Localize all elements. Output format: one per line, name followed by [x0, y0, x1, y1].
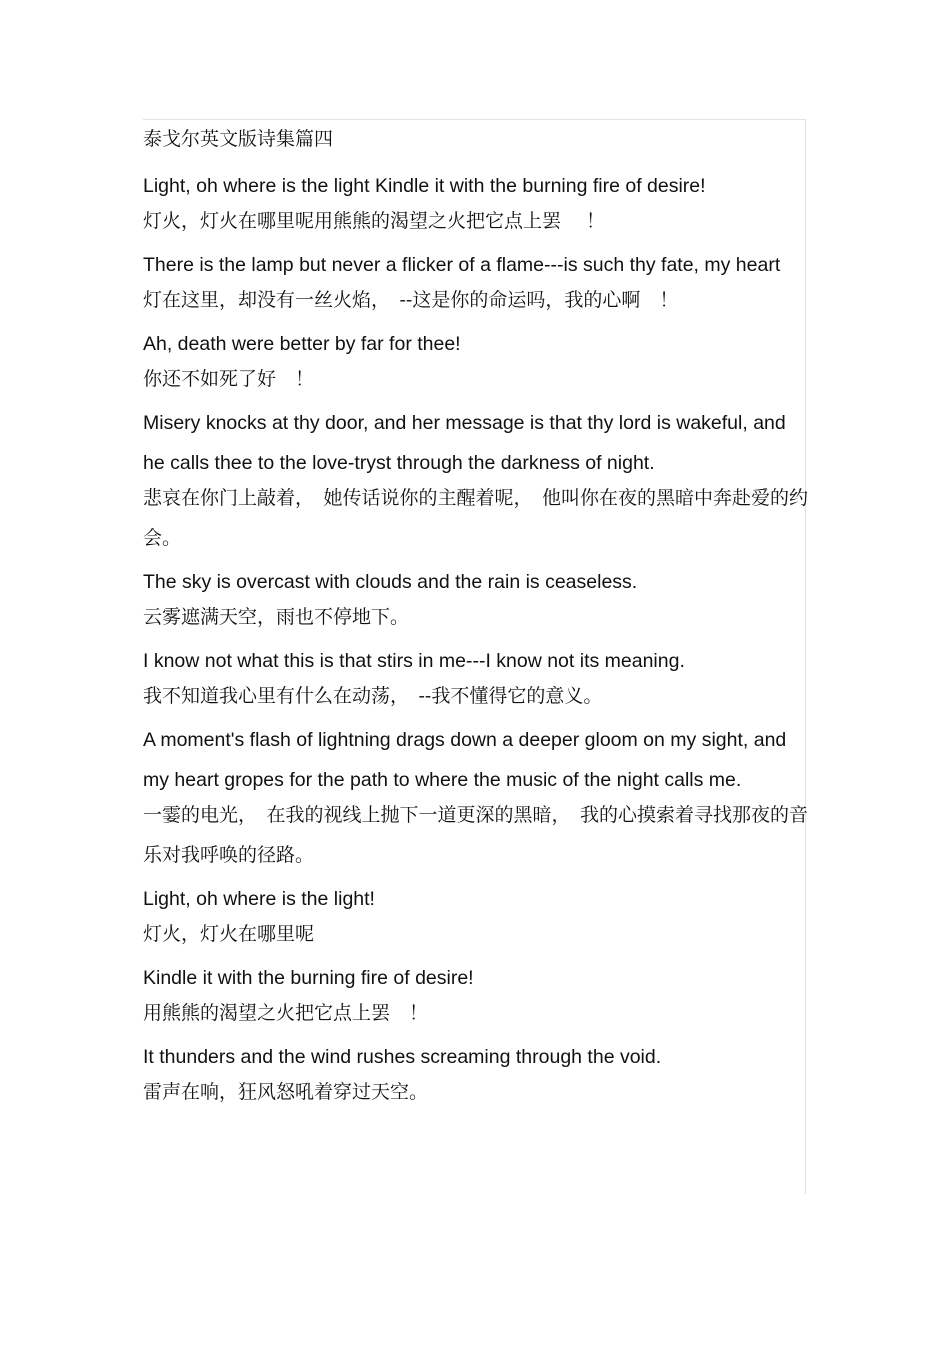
- verse-pair: [143, 403, 811, 558]
- verse-english: Light, oh where is the light!: [143, 888, 375, 910]
- verse-chinese: 雷声在响，狂风怒吼着穿过天空。: [143, 1081, 429, 1103]
- verse-chinese: 灯火，灯火在哪里呢: [143, 923, 315, 945]
- verse-pair: [143, 166, 811, 241]
- verse-pair: [143, 562, 811, 637]
- verse-english: It thunders and the wind rushes screaming through the void.: [143, 1046, 662, 1068]
- verse-chinese: 云雾遮满天空，雨也不停地下。: [143, 606, 410, 628]
- verse-chinese: 一霎的电光， 在我的视线上抛下一道更深的黑暗， 我的心摸索着寻找那夜的音乐对我呼唤的径路。: [143, 804, 809, 866]
- verse-pair: [143, 245, 811, 320]
- verse-english: Light, oh where is the light Kindle it with the burning fire of desire!: [143, 175, 706, 197]
- verse-chinese: 灯火，灯火在哪里呢用熊熊的渴望之火把它点上罢 ！: [143, 210, 606, 232]
- verse-pair: [143, 324, 811, 399]
- verse-pair: [143, 958, 811, 1033]
- verse-pair: [143, 1037, 811, 1112]
- verse-english: I know not what this is that stirs in me---I know not its meaning.: [143, 650, 685, 672]
- document-title: 泰戈尔英文版诗集篇四: [143, 128, 334, 150]
- verse-chinese: 我不知道我心里有什么在动荡， --我不懂得它的意义。: [143, 685, 603, 707]
- verse-english: A moment's flash of lightning drags down a deeper gloom on my sight, and my heart gropes for the path to where the music of the night calls me.: [143, 729, 787, 791]
- verse-english: There is the lamp but never a flicker of a flame---is such thy fate, my heart: [143, 254, 781, 276]
- verse-pair: [143, 641, 811, 716]
- verse-english: Misery knocks at thy door, and her message is that thy lord is wakeful, and he calls thee to the love-tryst through the darkness of night.: [143, 412, 786, 474]
- verse-english: The sky is overcast with clouds and the rain is ceaseless.: [143, 571, 638, 593]
- verse-english: Ah, death were better by far for thee!: [143, 333, 461, 355]
- document-body: [143, 124, 811, 1116]
- verse-english: Kindle it with the burning fire of desire!: [143, 967, 474, 989]
- verse-chinese: 你还不如死了好 ！: [143, 368, 315, 390]
- verse-pair: [143, 720, 811, 875]
- verse-chinese: 悲哀在你门上敲着， 她传话说你的主醒着呢， 他叫你在夜的黑暗中奔赴爱的约会。: [143, 487, 809, 549]
- verse-chinese: 灯在这里，却没有一丝火焰， --这是你的命运吗，我的心啊 ！: [143, 289, 679, 311]
- verse-chinese: 用熊熊的渴望之火把它点上罢 ！: [143, 1002, 429, 1024]
- verse-pair: [143, 879, 811, 954]
